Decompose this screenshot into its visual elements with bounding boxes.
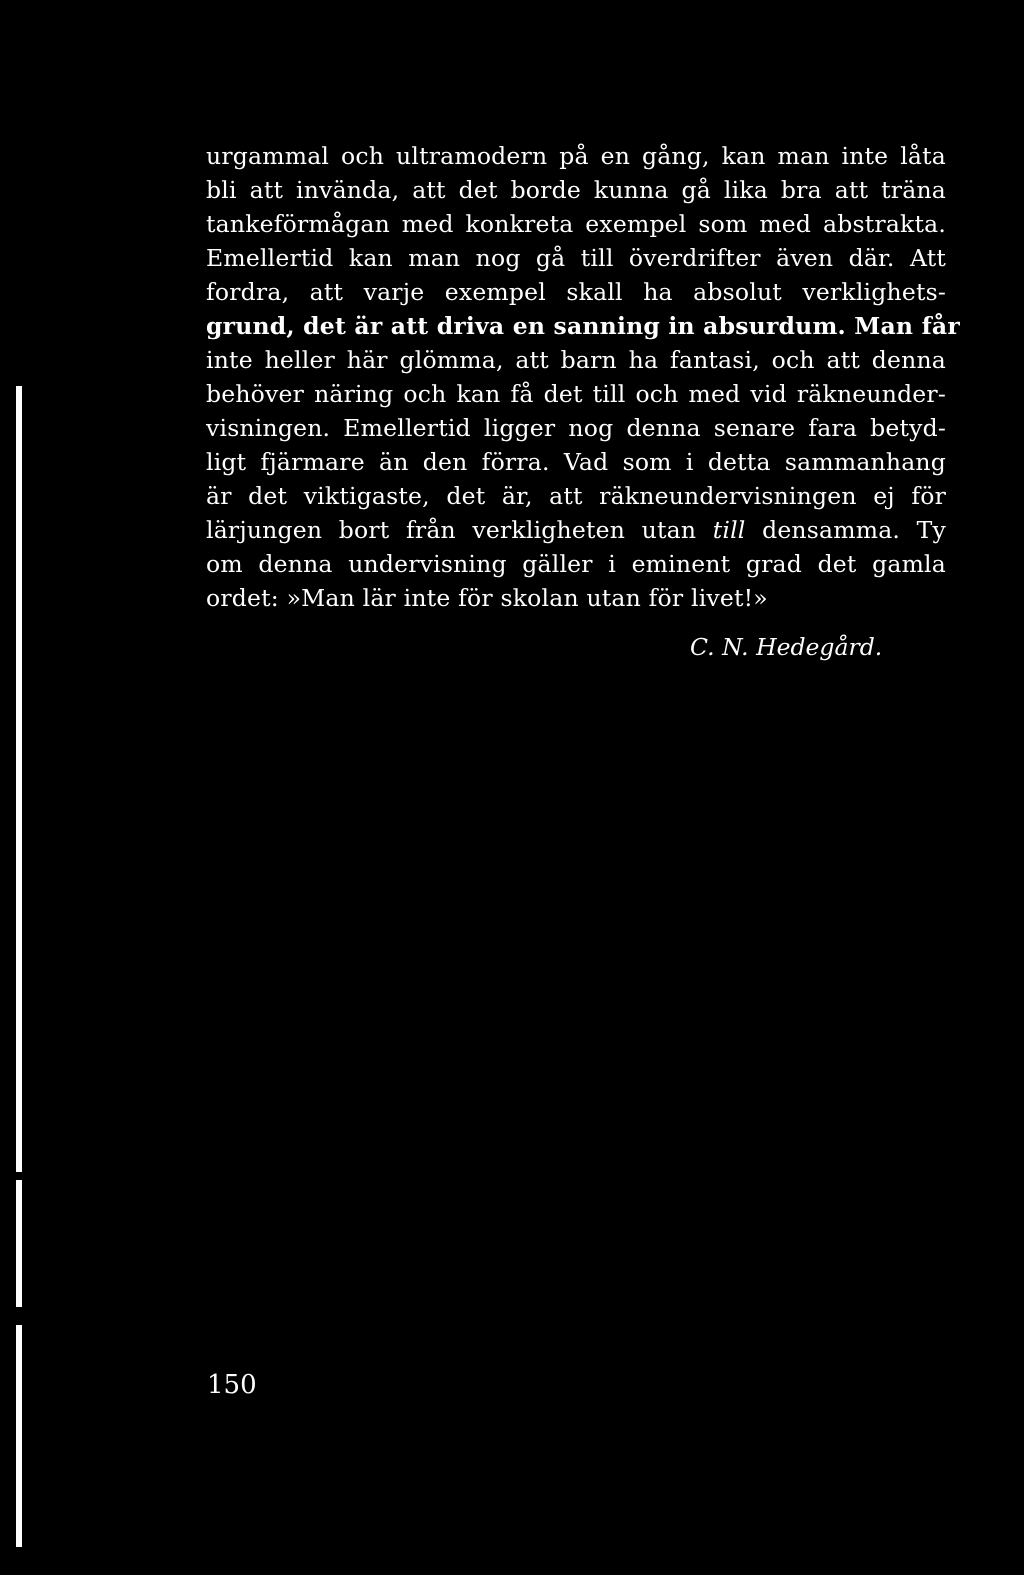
text-segment: lärjungen bort från verkligheten utan: [206, 516, 697, 544]
body-paragraph: [206, 139, 960, 615]
author-signature: C. N. Hedegård.: [690, 633, 883, 661]
text-line: grund, det är att driva en sanning in absurdum. Man får: [206, 312, 960, 340]
edge-bar: [16, 1325, 22, 1547]
text-line: tankeförmågan med konkreta exempel som med abstrakta.: [206, 210, 946, 238]
text-line: behöver näring och kan få det till och med vid räkneunder-: [206, 380, 946, 408]
text-line: ligt fjärmare än den förra. Vad som i detta sammanhang: [206, 448, 946, 476]
text-line: inte heller här glömma, att barn ha fantasi, och att denna: [206, 346, 946, 374]
text-line: visningen. Emellertid ligger nog denna senare fara betyd-: [206, 414, 946, 442]
italic-word: till: [712, 516, 746, 544]
text-line: urgammal och ultramodern på en gång, kan man inte låta: [206, 142, 946, 170]
edge-bar: [16, 1180, 22, 1307]
text-line: fordra, att varje exempel skall ha absolut verklighets-: [206, 278, 946, 306]
page-number: 150: [207, 1370, 257, 1400]
text-line: bli att invända, att det borde kunna gå lika bra att träna: [206, 176, 946, 204]
text-line: om denna undervisning gäller i eminent grad det gamla: [206, 550, 946, 578]
text-line: Emellertid kan man nog gå till överdrifter även där. Att: [206, 244, 946, 272]
text-line: är det viktigaste, det är, att räkneundervisningen ej för: [206, 482, 946, 510]
edge-bar: [16, 386, 22, 1172]
text-line-mixed: [206, 513, 946, 547]
text-segment: densamma. Ty: [762, 516, 946, 544]
text-line: ordet: »Man lär inte för skolan utan för livet!»: [206, 584, 768, 612]
